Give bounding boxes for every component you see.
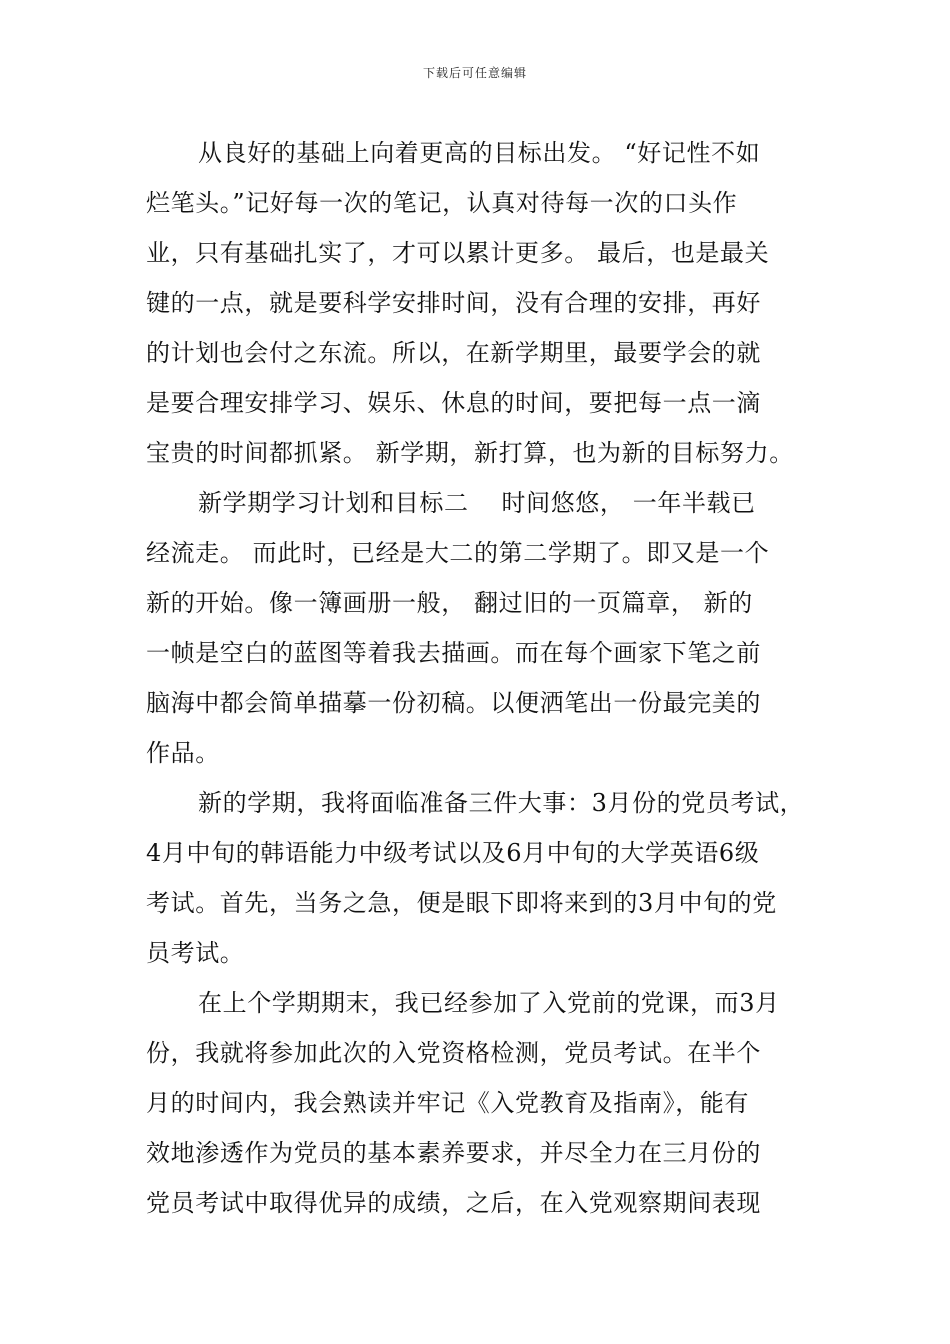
text-line: 宝贵的时间都抓紧。 新学期，新打算，也为新的目标努力。 xyxy=(146,439,794,467)
text-line: 员考试。 xyxy=(146,939,245,967)
text-line: 份，我就将参加此次的入党资格检测，党员考试。在半个 xyxy=(146,1039,761,1067)
text-line: 是要合理安排学习、娱乐、休息的时间，要把每一点一滴 xyxy=(146,389,761,417)
text-line: 在上个学期期末，我已经参加了入党前的党课，而3月 xyxy=(198,989,780,1017)
text-line: 脑海中都会简单描摹一份初稿。以便洒笔出一份最完美的 xyxy=(146,689,761,717)
text-line: 经流走。 而此时，已经是大二的第二学期了。即又是一个 xyxy=(146,539,770,567)
text-line: 新的开始。像一簿画册一般， 翻过旧的一页篇章， 新的 xyxy=(146,589,753,617)
text-line: 月的时间内，我会熟读并牢记《入党教育及指南》，能有 xyxy=(146,1089,749,1117)
text-line: 4月中旬的韩语能力中级考试以及6月中旬的大学英语6级 xyxy=(146,839,760,867)
text-line: 烂笔头。”记好每一次的笔记，认真对待每一次的口头作 xyxy=(146,189,738,217)
text-line: 党员考试中取得优异的成绩，之后，在入党观察期间表现 xyxy=(146,1189,761,1217)
text-line: 效地渗透作为党员的基本素养要求，并尽全力在三月份的 xyxy=(146,1139,761,1167)
text-line: 新学期学习计划和目标二 时间悠悠， 一年半载已 xyxy=(198,489,756,517)
text-line: 作品。 xyxy=(146,739,220,767)
text-line: 键的一点，就是要科学安排时间，没有合理的安排，再好 xyxy=(146,289,761,317)
text-line: 考试。首先，当务之急，便是眼下即将来到的3月中旬的党 xyxy=(146,889,777,917)
text-line: 从良好的基础上向着更高的目标出发。 “好记性不如 xyxy=(198,139,761,167)
text-line: 业，只有基础扎实了，才可以累计更多。 最后，也是最关 xyxy=(146,239,770,267)
text-line: 新的学期，我将面临准备三件大事：3月份的党员考试， xyxy=(198,789,805,817)
page-header: 下载后可任意编辑 xyxy=(422,66,527,80)
text-line: 一帧是空白的蓝图等着我去描画。而在每个画家下笔之前 xyxy=(146,639,761,667)
text-line: 的计划也会付之东流。所以，在新学期里，最要学会的就 xyxy=(146,339,761,367)
document-body xyxy=(146,128,808,1228)
